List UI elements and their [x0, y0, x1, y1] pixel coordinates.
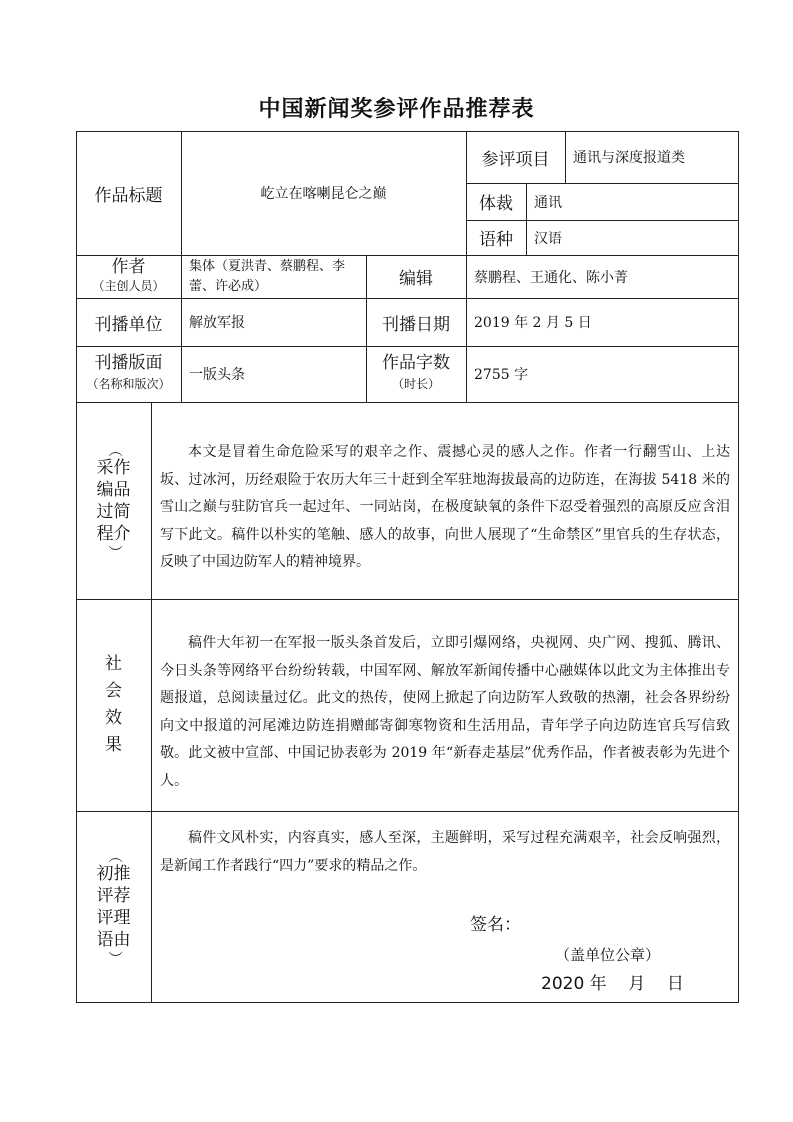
author-label-cell	[76, 255, 181, 298]
editor-label: 编辑	[399, 269, 433, 289]
author-label: 作者	[111, 256, 146, 277]
sign-date: 2020 年 月 日	[541, 974, 684, 994]
author-value: 集体（夏洪青、蔡鹏程、李蕾、许必成）	[189, 258, 346, 294]
effect-label-line: 会	[105, 681, 122, 701]
wordcount-sublabel: （时长）	[391, 377, 440, 391]
edition-sublabel: （名称和版次）	[86, 377, 171, 391]
process-paren-open: （	[105, 442, 122, 457]
page-title: 中国新闻奖参评作品推荐表	[258, 97, 535, 122]
effect-text: 稿件大年初一在军报一版头条首发后，立即引爆网络，央视网、央广网、搜狐、腾讯、今日头条等网络平台纷纷转载，中国军网、解放军新闻传播中心融媒体以此文为主体推出专题报道，总阅读量过亿。此文的热传，使网上掀起了向边防军人致敬的热潮，社会各界纷纷向文中报道的河尾滩边防连捐赠邮寄御寒物资和生活用品，青年学子向边防连官兵写信致敬。此文被中宣部、中国记协表彰为 2019 年“新春走基层”优秀作品，作者被表彰为先进个人。	[160, 635, 730, 789]
effect-label-line: 效	[105, 708, 122, 728]
process-text: 本文是冒着生命危险采写的艰辛之作、震撼心灵的感人之作。作者一行翻雪山、上达坂、过冰河，历经艰险于农历大年三十赶到全军驻地海拔最高的边防连，在海拔 5418 米的雪山之巅与驻防官兵一起过年、一同站岗，在极度缺氧的条件下忍受着强烈的高原反应含泪写下此文。稿件以朴实的笔触、感人的故事，向世人展现了“生命禁区”里官兵的生存状态，反映了中国边防军人的精神境界。	[160, 444, 730, 570]
recommend-paren-close: ）	[105, 951, 122, 965]
editor-value: 蔡鹏程、王通化、陈小菁	[474, 269, 628, 286]
process-label-line: 采作	[96, 457, 131, 478]
recommend-text: 稿件文风朴实，内容真实，感人至深，主题鲜明，采写过程充满艰辛，社会反响强烈，是新闻工作者践行“四力”要求的精品之作。	[160, 830, 730, 874]
language-label: 语种	[479, 230, 513, 250]
recommend-label-line: 评理	[96, 908, 131, 928]
signature-label: 签名：	[470, 915, 521, 935]
genre-value: 通讯	[534, 194, 562, 211]
recommend-paren-open: （	[105, 849, 122, 863]
wordcount-value: 2755 字	[474, 367, 529, 383]
effect-label-line: 社	[105, 654, 122, 674]
recommend-label-line: 初推	[96, 864, 131, 884]
wordcount-label: 作品字数	[382, 353, 450, 373]
date-label: 刊播日期	[382, 314, 450, 335]
date-value: 2019 年 2 月 5 日	[474, 315, 592, 331]
process-label-line: 编品	[96, 479, 131, 500]
effect-label-line: 果	[105, 735, 122, 755]
process-label-line: 程介	[96, 523, 131, 544]
genre-label: 体裁	[479, 194, 513, 214]
stamp-note: （盖单位公章）	[555, 946, 661, 964]
recommend-label-line: 语由	[96, 930, 131, 950]
edition-value: 一版头条	[189, 367, 245, 383]
process-label	[76, 402, 151, 599]
effect-label	[76, 599, 151, 811]
work-title-value: 屹立在喀喇昆仑之巅	[260, 186, 387, 202]
author-sublabel: （主创人员）	[92, 278, 165, 293]
category-value: 通讯与深度报道类	[573, 150, 685, 166]
publisher-value: 解放军报	[189, 315, 245, 331]
process-paren-close: ）	[105, 544, 122, 559]
recommend-label-line: 评荐	[96, 886, 131, 906]
category-label: 参评项目	[481, 149, 550, 170]
work-title-label: 作品标题	[94, 185, 163, 206]
language-value: 汉语	[534, 230, 562, 247]
edition-label: 刊播版面	[94, 353, 163, 373]
publisher-label: 刊播单位	[94, 314, 163, 335]
process-label-line: 过简	[96, 501, 131, 522]
recommend-label	[76, 811, 151, 1003]
edition-label-cell	[76, 346, 181, 402]
wordcount-label-cell	[366, 346, 466, 402]
